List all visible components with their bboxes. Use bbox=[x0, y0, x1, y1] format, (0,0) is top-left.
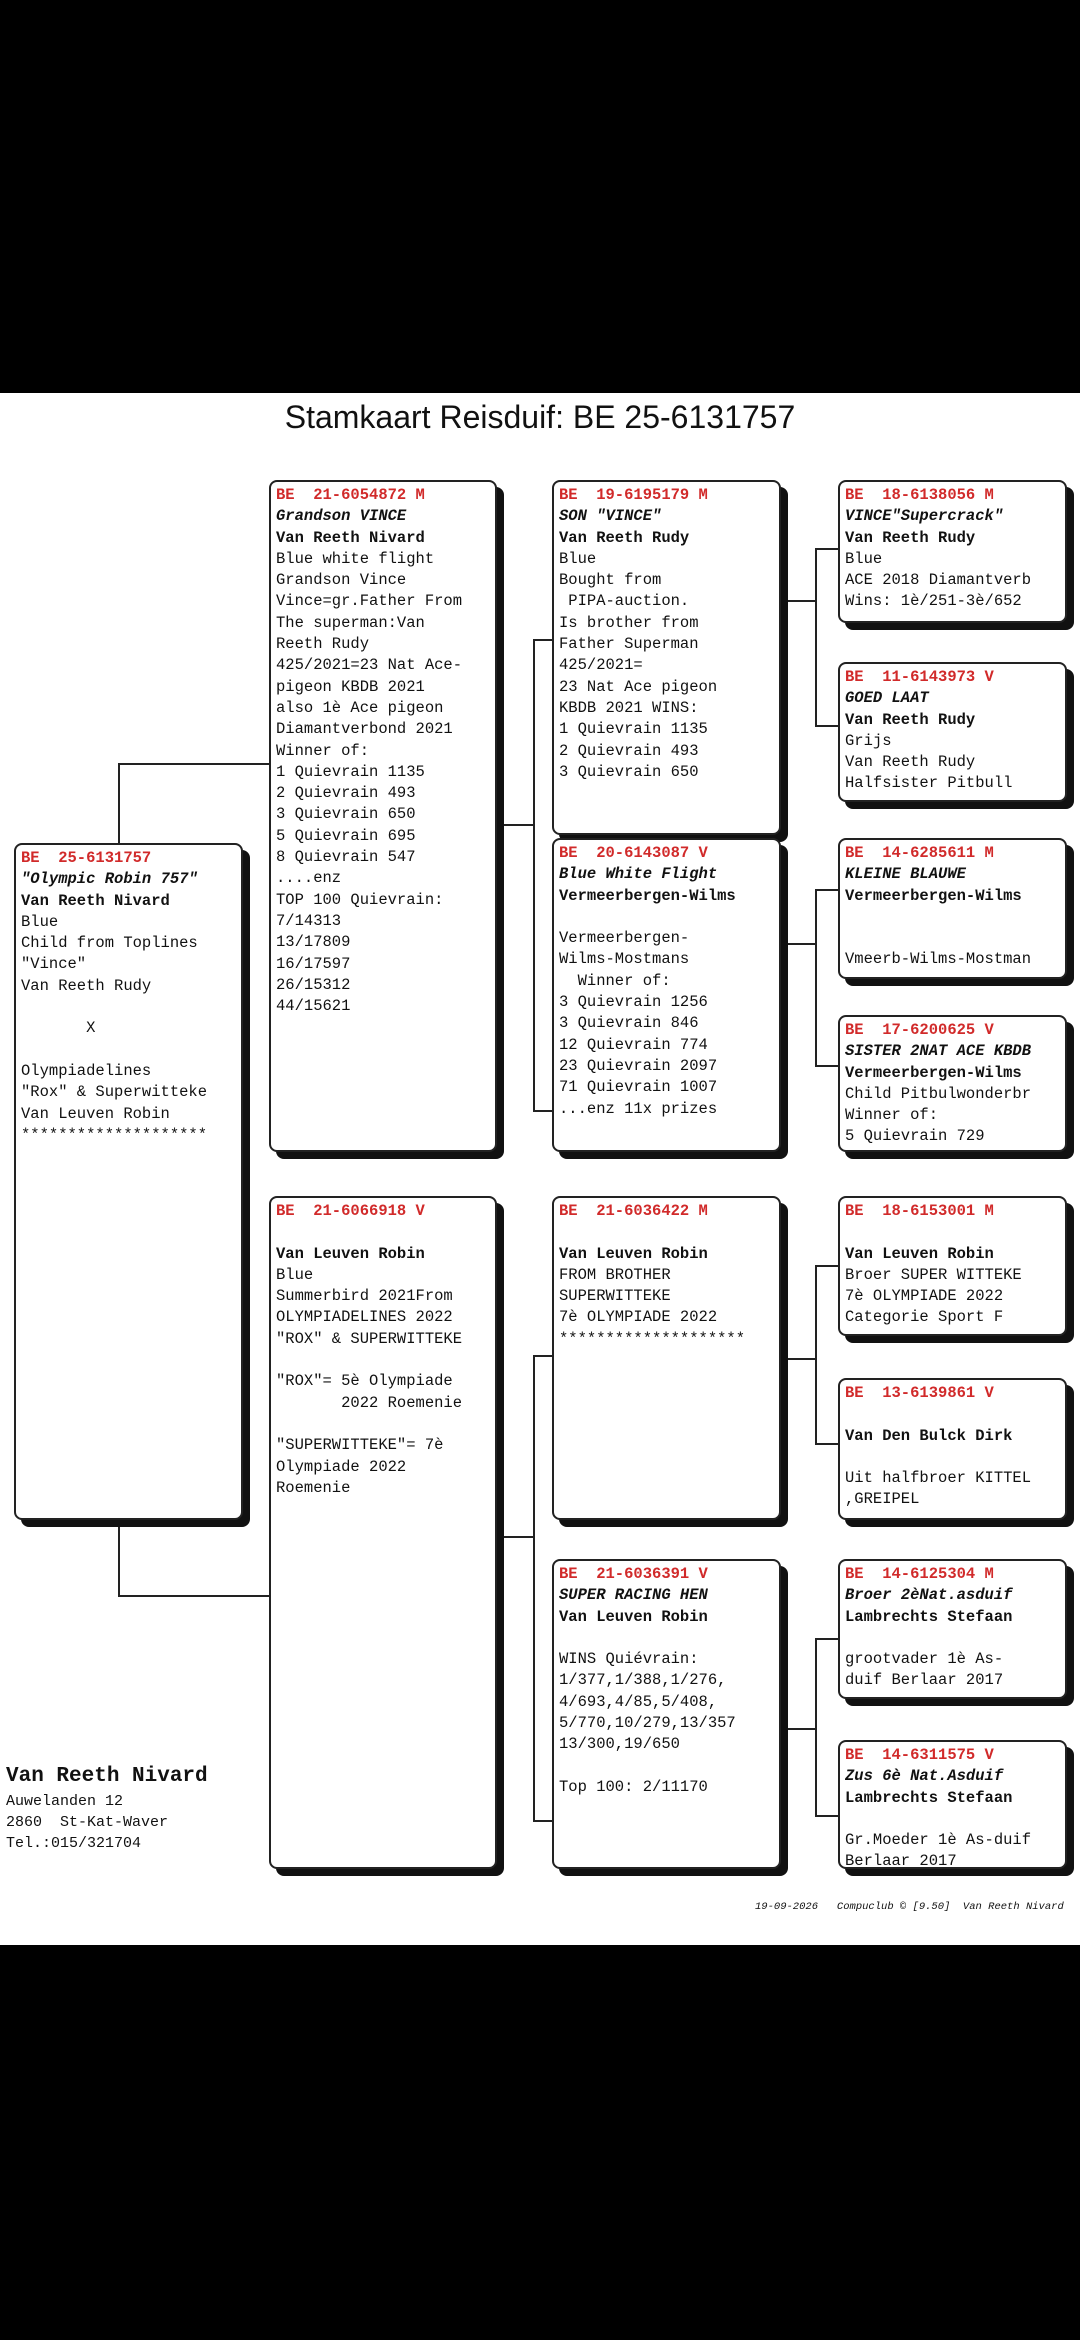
info-line: 71 Quievrain 1007 bbox=[559, 1078, 718, 1097]
connector-line bbox=[497, 1536, 533, 1538]
connector-line bbox=[533, 1355, 553, 1357]
info-line: Vermeerbergen- bbox=[559, 929, 690, 948]
ring-number: BE 21-6036422 M bbox=[559, 1202, 708, 1220]
info-line: Broer SUPER WITTEKE bbox=[845, 1265, 1022, 1284]
info-line: Olympiadelines bbox=[21, 1061, 152, 1080]
info-line: Van Leuven Robin bbox=[21, 1104, 170, 1123]
breeder-name: Van Reeth Nivard bbox=[21, 891, 170, 910]
info-line: Child Pitbulwonderbr bbox=[845, 1084, 1032, 1103]
info-line: Vince=gr.Father From bbox=[276, 592, 463, 611]
connector-line bbox=[783, 943, 815, 945]
ring-number: BE 21-6066918 V bbox=[276, 1202, 425, 1220]
info-line: WINS Quiévrain: bbox=[559, 1650, 699, 1669]
info-line: 26/15312 bbox=[276, 975, 351, 994]
info-line bbox=[845, 928, 1060, 949]
pigeon-name: Blue White Flight bbox=[559, 865, 718, 884]
info-line: Berlaar 2017 bbox=[845, 1852, 957, 1871]
info-line: Gr.Moeder 1è As-duif bbox=[845, 1831, 1032, 1850]
info-line bbox=[559, 1222, 774, 1243]
pigeon-name: SUPER RACING HEN bbox=[559, 1586, 708, 1605]
ring-number: BE 14-6285611 M bbox=[845, 844, 994, 862]
info-line: Father Superman bbox=[559, 635, 699, 654]
ring-number: BE 14-6125304 M bbox=[845, 1565, 994, 1583]
card-dam-dam bbox=[552, 1559, 781, 1869]
info-line: Winner of: bbox=[276, 741, 370, 760]
card-dam-sire bbox=[552, 1196, 781, 1520]
ring-number: BE 11-6143973 V bbox=[845, 668, 994, 686]
connector-line bbox=[815, 1065, 838, 1067]
info-line: "Rox" & Superwitteke bbox=[21, 1083, 208, 1102]
connector-line bbox=[815, 1638, 817, 1816]
info-line: 425/2021= bbox=[559, 656, 643, 675]
info-line: 2 Quievrain 493 bbox=[559, 741, 699, 760]
breeder-name: Vermeerbergen-Wilms bbox=[845, 1063, 1022, 1082]
ring-number: BE 19-6195179 M bbox=[559, 486, 708, 504]
connector-line bbox=[497, 824, 533, 826]
card-sire-dam-dam bbox=[838, 1015, 1067, 1152]
card-sire-sire-sire bbox=[838, 480, 1067, 623]
breeder-name: Van Reeth Rudy bbox=[845, 710, 976, 729]
connector-line bbox=[815, 1815, 838, 1817]
info-line: Blue white flight bbox=[276, 549, 435, 568]
info-line: "ROX"= 5è Olympiade bbox=[276, 1372, 453, 1391]
connector-line bbox=[783, 600, 815, 602]
info-line bbox=[276, 1414, 490, 1435]
info-line: "Vince" bbox=[21, 955, 87, 974]
connector-line bbox=[783, 1358, 815, 1360]
pigeon-name: GOED LAAT bbox=[845, 689, 929, 708]
pigeon-name: SON "VINCE" bbox=[559, 507, 662, 526]
breeder-name: Van Leuven Robin bbox=[845, 1244, 994, 1263]
connector-line bbox=[533, 1820, 553, 1822]
info-line: Blue bbox=[845, 549, 883, 568]
ring-number: BE 21-6054872 M bbox=[276, 486, 425, 504]
info-line: 1 Quievrain 1135 bbox=[276, 762, 425, 781]
info-line: also 1è Ace pigeon bbox=[276, 698, 444, 717]
owner-phone: Tel.:015/321704 bbox=[6, 1835, 142, 1852]
info-line: Uit halfbroer KITTEL bbox=[845, 1469, 1032, 1488]
info-line: Wins: 1è/251-3è/652 bbox=[845, 592, 1022, 611]
ring-number: BE 20-6143087 V bbox=[559, 844, 708, 862]
connector-line bbox=[815, 1265, 817, 1444]
breeder-name: Van Leuven Robin bbox=[276, 1244, 425, 1263]
info-line: "ROX" & SUPERWITTEKE bbox=[276, 1329, 463, 1348]
info-line bbox=[845, 1447, 1060, 1468]
info-line bbox=[21, 1040, 236, 1061]
info-line: Grandson Vince bbox=[276, 571, 407, 590]
owner-block bbox=[6, 1763, 208, 1854]
card-sire-dam bbox=[552, 838, 781, 1152]
pedigree-sheet bbox=[0, 393, 1080, 1945]
ring-number: BE 18-6138056 M bbox=[845, 486, 994, 504]
info-line: Blue bbox=[276, 1265, 314, 1284]
info-line: duif Berlaar 2017 bbox=[845, 1671, 1004, 1690]
info-line bbox=[845, 907, 1060, 928]
info-line: 5 Quievrain 695 bbox=[276, 826, 416, 845]
pigeon-name: SISTER 2NAT ACE KBDB bbox=[845, 1042, 1032, 1061]
owner-address-line: Auwelanden 12 bbox=[6, 1793, 124, 1810]
card-sire-sire-dam bbox=[838, 662, 1067, 802]
breeder-name: Van Reeth Rudy bbox=[559, 528, 690, 547]
info-line: Wilms-Mostmans bbox=[559, 950, 690, 969]
pigeon-name: Grandson VINCE bbox=[276, 507, 407, 526]
info-line: 23 Quievrain 2097 bbox=[559, 1056, 718, 1075]
info-line: ....enz bbox=[276, 869, 342, 888]
info-line bbox=[276, 1222, 490, 1243]
owner-address-line: 2860 St-Kat-Waver bbox=[6, 1814, 169, 1831]
card-sire-sire bbox=[552, 480, 781, 835]
ring-number: BE 13-6139861 V bbox=[845, 1384, 994, 1402]
info-line: Vmeerb-Wilms-Mostman bbox=[845, 950, 1032, 969]
info-line: Categorie Sport F bbox=[845, 1308, 1004, 1327]
info-line bbox=[559, 907, 774, 928]
breeder-name: Van Den Bulck Dirk bbox=[845, 1426, 1013, 1445]
info-line: 44/15621 bbox=[276, 997, 351, 1016]
info-line: Grijs bbox=[845, 731, 892, 750]
info-line: Roemenie bbox=[276, 1478, 351, 1497]
card-dam-sire-dam bbox=[838, 1378, 1067, 1520]
pigeon-name: VINCE"Supercrack" bbox=[845, 507, 1004, 526]
breeder-name: Van Leuven Robin bbox=[559, 1244, 708, 1263]
info-line: Bought from bbox=[559, 571, 662, 590]
info-line: 7è OLYMPIADE 2022 bbox=[559, 1308, 718, 1327]
info-line: Winner of: bbox=[559, 971, 671, 990]
breeder-name: Lambrechts Stefaan bbox=[845, 1788, 1013, 1807]
info-line: grootvader 1è As- bbox=[845, 1650, 1004, 1669]
connector-line bbox=[815, 1265, 838, 1267]
connector-line bbox=[118, 1523, 120, 1596]
info-line bbox=[845, 1404, 1060, 1425]
info-line: ACE 2018 Diamantverb bbox=[845, 571, 1032, 590]
ring-number: BE 25-6131757 bbox=[21, 849, 152, 867]
info-line: 1/377,1/388,1/276, bbox=[559, 1671, 727, 1690]
ring-number: BE 18-6153001 M bbox=[845, 1202, 994, 1220]
info-line: ...enz 11x prizes bbox=[559, 1099, 718, 1118]
info-line: Olympiade 2022 bbox=[276, 1457, 407, 1476]
info-line: 8 Quievrain 547 bbox=[276, 848, 416, 867]
connector-line bbox=[815, 889, 838, 891]
breeder-name: Vermeerbergen-Wilms bbox=[559, 886, 736, 905]
breeder-name: Van Leuven Robin bbox=[559, 1607, 708, 1626]
card-dam-dam-sire bbox=[838, 1559, 1067, 1699]
info-line: 425/2021=23 Nat Ace- bbox=[276, 656, 463, 675]
ring-number: BE 14-6311575 V bbox=[845, 1746, 994, 1764]
info-line: OLYMPIADELINES 2022 bbox=[276, 1308, 453, 1327]
info-line: Blue bbox=[559, 549, 597, 568]
info-line: 23 Nat Ace pigeon bbox=[559, 677, 718, 696]
info-line bbox=[559, 1628, 774, 1649]
info-line bbox=[276, 1350, 490, 1371]
card-dam bbox=[269, 1196, 497, 1869]
pigeon-name: Broer 2èNat.asduif bbox=[845, 1586, 1013, 1605]
info-line: Top 100: 2/11170 bbox=[559, 1777, 708, 1796]
info-line: Is brother from bbox=[559, 613, 699, 632]
breeder-name: Lambrechts Stefaan bbox=[845, 1607, 1013, 1626]
info-line: 13/17809 bbox=[276, 933, 351, 952]
info-line: 3 Quievrain 1256 bbox=[559, 993, 708, 1012]
info-line: PIPA-auction. bbox=[559, 592, 690, 611]
card-sire bbox=[269, 480, 497, 1152]
info-line: 16/17597 bbox=[276, 954, 351, 973]
connector-line bbox=[815, 548, 838, 550]
info-line bbox=[845, 1222, 1060, 1243]
info-line: Summerbird 2021From bbox=[276, 1287, 453, 1306]
info-line: 7/14313 bbox=[276, 911, 342, 930]
info-line: 2 Quievrain 493 bbox=[276, 784, 416, 803]
info-line: Winner of: bbox=[845, 1106, 939, 1125]
info-line: pigeon KBDB 2021 bbox=[276, 677, 425, 696]
card-subject bbox=[14, 843, 243, 1520]
breeder-name: Vermeerbergen-Wilms bbox=[845, 886, 1022, 905]
info-line: 2022 Roemenie bbox=[276, 1393, 463, 1412]
info-line: 12 Quievrain 774 bbox=[559, 1035, 708, 1054]
info-line: ******************** bbox=[21, 1125, 208, 1144]
breeder-name: Van Reeth Rudy bbox=[845, 528, 976, 547]
info-line: 1 Quievrain 1135 bbox=[559, 720, 708, 739]
info-line: ,GREIPEL bbox=[845, 1490, 920, 1509]
connector-line bbox=[118, 1595, 270, 1597]
connector-line bbox=[815, 889, 817, 1066]
info-line: Reeth Rudy bbox=[276, 635, 370, 654]
info-line bbox=[21, 997, 236, 1018]
footer-credit: 19-09-2026 Compuclub © [9.50] Van Reeth Nivard bbox=[755, 1901, 1064, 1913]
info-line: Blue bbox=[21, 912, 59, 931]
info-line: 7è OLYMPIADE 2022 bbox=[845, 1287, 1004, 1306]
info-line bbox=[845, 1628, 1060, 1649]
info-line: Diamantverbond 2021 bbox=[276, 720, 453, 739]
info-line: X bbox=[21, 1019, 96, 1038]
info-line: Van Reeth Rudy bbox=[845, 753, 976, 772]
info-line bbox=[845, 1809, 1060, 1830]
ring-number: BE 17-6200625 V bbox=[845, 1021, 994, 1039]
info-line: The superman:Van bbox=[276, 613, 425, 632]
info-line: 3 Quievrain 846 bbox=[559, 1014, 699, 1033]
pigeon-name: "Olympic Robin 757" bbox=[21, 870, 198, 889]
pigeon-name: Zus 6è Nat.Asduif bbox=[845, 1767, 1004, 1786]
info-line: Halfsister Pitbull bbox=[845, 774, 1013, 793]
info-line: 5/770,10/279,13/357 bbox=[559, 1714, 736, 1733]
connector-line bbox=[533, 1110, 553, 1112]
page-title: Stamkaart Reisduif: BE 25-6131757 bbox=[284, 399, 796, 435]
connector-line bbox=[815, 725, 838, 727]
connector-line bbox=[815, 1638, 838, 1640]
card-dam-sire-sire bbox=[838, 1196, 1067, 1336]
info-line: 13/300,19/650 bbox=[559, 1735, 680, 1754]
card-sire-dam-sire bbox=[838, 838, 1067, 979]
info-line: 5 Quievrain 729 bbox=[845, 1127, 985, 1146]
connector-line bbox=[533, 1355, 535, 1821]
info-line: "SUPERWITTEKE"= 7è bbox=[276, 1436, 444, 1455]
info-line: Child from Toplines bbox=[21, 934, 198, 953]
info-line: FROM BROTHER bbox=[559, 1265, 671, 1284]
info-line: Van Reeth Rudy bbox=[21, 976, 152, 995]
connector-line bbox=[815, 1443, 838, 1445]
connector-line bbox=[533, 639, 535, 1111]
breeder-name: Van Reeth Nivard bbox=[276, 528, 425, 547]
connector-line bbox=[118, 763, 270, 765]
info-line: ******************** bbox=[559, 1329, 746, 1348]
info-line: 3 Quievrain 650 bbox=[559, 762, 699, 781]
info-line: KBDB 2021 WINS: bbox=[559, 698, 699, 717]
info-line bbox=[559, 1756, 774, 1777]
info-line: 4/693,4/85,5/408, bbox=[559, 1692, 718, 1711]
info-line: TOP 100 Quievrain: bbox=[276, 890, 444, 909]
card-dam-dam-dam bbox=[838, 1740, 1067, 1869]
connector-line bbox=[533, 639, 553, 641]
info-line: SUPERWITTEKE bbox=[559, 1287, 671, 1306]
connector-line bbox=[815, 548, 817, 726]
ring-number: BE 21-6036391 V bbox=[559, 1565, 708, 1583]
owner-name: Van Reeth Nivard bbox=[6, 1765, 208, 1788]
pigeon-name: KLEINE BLAUWE bbox=[845, 865, 966, 884]
connector-line bbox=[783, 1728, 815, 1730]
info-line: 3 Quievrain 650 bbox=[276, 805, 416, 824]
